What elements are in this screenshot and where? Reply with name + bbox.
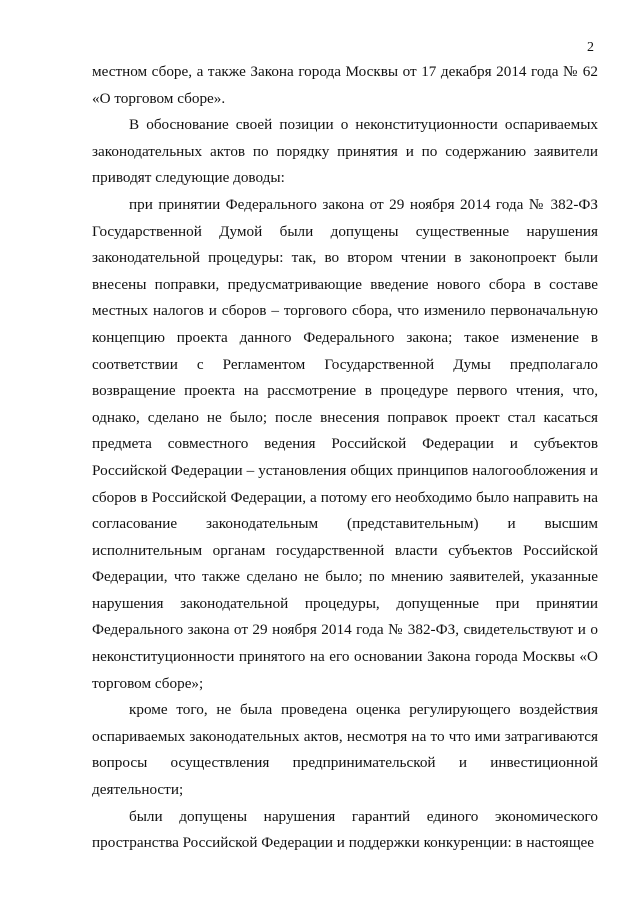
paragraph-regulatory-assessment: кроме того, не была проведена оценка регулирующего воздействия оспариваемых законодательных актов, несмотря на то что ими затрагиваются вопросы осуществления предпринимательской и инвестиционной деятельности; <box>92 701 598 799</box>
document-body <box>92 59 598 857</box>
paragraph-continuation: местном сборе, а также Закона города Москвы от 17 декабря 2014 года № 62 «О торговом сборе». <box>92 63 598 107</box>
paragraph-arguments-intro: В обоснование своей позиции о неконституционности оспариваемых законодательных актов по порядку принятия и по содержанию заявители приводят следующие доводы: <box>92 116 598 187</box>
page-number: 2 <box>587 40 594 55</box>
paragraph-procedure-violation: при принятии Федерального закона от 29 ноября 2014 года № 382-ФЗ Государственной Думой были допущены существенные нарушения законодательной процедуры: так, во втором чтении в законопроект были внесены поправки, предусматривающие введение нового сбора в составе местных налогов и сборов – торгового сбора, что изменило первоначальную концепцию проекта данного Федерального закона; такое изменение в соответствии с Регламентом Государственной Думы предполагало возвращение проекта на рассмотрение в процедуре первого чтения, что, однако, сделано не было; после внесения поправок проект стал касаться предмета совместного ведения Российской Федерации и субъектов Российской Федерации – установления общих принципов налогообложения и сборов в Российской Федерации, а потому его необходимо было направить на согласование законодательным (представительным) и высшим исполнительным органам государственной власти субъектов Российской Федерации, что также сделано не было; по мнению заявителей, указанные нарушения законодательной процедуры, допущенные при принятии Федерального закона от 29 ноября 2014 года № 382-ФЗ, свидетельствуют и о неконституционности принятого на его основании Закона города Москвы «О торговом сборе»; <box>92 195 598 692</box>
paragraph-economic-space: были допущены нарушения гарантий единого экономического пространства Российской Федерации и поддержки конкуренции: в настоящее <box>92 807 598 852</box>
